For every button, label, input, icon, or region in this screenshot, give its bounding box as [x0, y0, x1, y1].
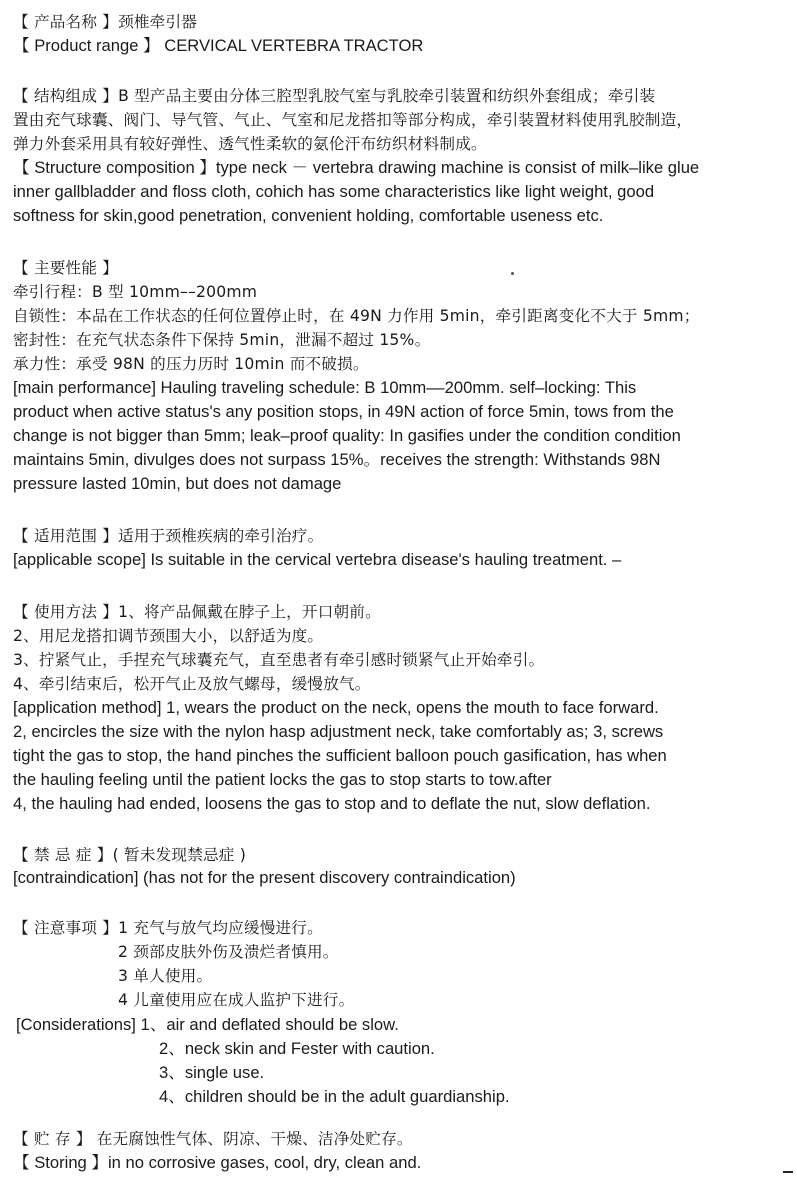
performance-en-line-5: pressure lasted 10min, but does not damage — [13, 474, 342, 493]
performance-en-line-4: maintains 5min, divulges does not surpass 15%。receives the strength: Withstands 98N — [13, 450, 661, 469]
method-en-line-4: the hauling feeling until the patient locks the gas to stop starts to tow.after — [13, 770, 552, 789]
considerations-cn-line-3: 3 单人使用。 — [118, 967, 213, 985]
considerations-en-line-4: 4、children should be in the adult guardianship. — [159, 1087, 510, 1106]
method-en-line-1: [application method] 1, wears the product on the neck, opens the mouth to face forward. — [13, 698, 659, 717]
performance-en-line-3: change is not bigger than 5mm; leak–proof quality: In gasifies under the condition condition — [13, 426, 681, 445]
performance-selflock-cn: 自锁性：本品在工作状态的任何位置停止时，在 49N 力作用 5min，牵引距离变化不大于 5mm； — [13, 307, 700, 325]
structure-cn-line-1: 【 结构组成 】B 型产品主要由分体三腔型乳胶气室与乳胶牵引装置和纺织外套组成；牵引装 — [13, 87, 656, 105]
considerations-cn-line-2: 2 颈部皮肤外伤及溃烂者慎用。 — [118, 943, 339, 961]
structure-en-line-1: 【 Structure composition 】type neck － vertebra drawing machine is consist of milk–like glue — [13, 158, 700, 177]
method-cn-line-1: 【 使用方法 】1、将产品佩戴在脖子上，开口朝前。 — [13, 603, 381, 621]
scope-en: [applicable scope] Is suitable in the cervical vertebra disease's hauling treatment. – — [13, 550, 622, 569]
method-en-line-2: 2, encircles the size with the nylon hasp adjustment neck, take comfortably as; 3, screws — [13, 722, 664, 741]
performance-en-line-1: [main performance] Hauling traveling schedule: B 10mm––200mm. self–locking: This — [13, 378, 637, 397]
performance-en-line-2: product when active status's any position stops, in 49N action of force 5min, tows from the — [13, 402, 674, 421]
performance-travel-cn: 牵引行程：B 型 10mm––200mm — [13, 283, 258, 301]
storage-en: 【 Storing 】in no corrosive gases, cool, dry, clean and. — [13, 1153, 422, 1172]
structure-en-line-2: inner gallbladder and floss cloth, cohich has some characteristics like light weight, good — [13, 182, 655, 201]
considerations-cn-line-1: 【 注意事项 】1 充气与放气均应缓慢进行。 — [13, 919, 323, 937]
product-name-cn: 【 产品名称 】颈椎牵引器 — [13, 13, 198, 31]
structure-cn-line-3: 弹力外套采用具有较好弹性、透气性柔软的氨伦汗布纺织材料制成。 — [13, 135, 487, 153]
contraindication-en: [contraindication] (has not for the present discovery contraindication) — [13, 868, 516, 887]
performance-load-cn: 承力性：承受 98N 的压力历时 10min 而不破损。 — [13, 355, 369, 373]
considerations-en-line-1: [Considerations] 1、air and deflated should be slow. — [16, 1015, 399, 1034]
structure-cn-line-2: 置由充气球囊、阀门、导气管、气止、气室和尼龙搭扣等部分构成，牵引装置材料使用乳胶制造， — [13, 111, 693, 129]
method-cn-line-2: 2、用尼龙搭扣调节颈围大小，以舒适为度。 — [13, 627, 324, 645]
method-cn-line-3: 3、拧紧气止，手捏充气球囊充气，直至患者有牵引感时锁紧气止开始牵引。 — [13, 651, 545, 669]
method-en-line-3: tight the gas to stop, the hand pinches the sufficient balloon pouch gasification, has when — [13, 746, 667, 765]
structure-en-line-3: softness for skin,good penetration, convenient holding, comfortable useness etc. — [13, 206, 604, 225]
considerations-en-line-3: 3、single use. — [159, 1063, 265, 1082]
scan-speck — [511, 272, 514, 275]
considerations-en-line-2: 2、neck skin and Fester with caution. — [159, 1039, 435, 1058]
storage-cn: 【 贮 存 】 在无腐蚀性气体、阴凉、干燥、洁净处贮存。 — [13, 1130, 413, 1148]
method-cn-line-4: 4、牵引结束后，松开气止及放气螺母，缓慢放气。 — [13, 675, 371, 693]
performance-seal-cn: 密封性：在充气状态条件下保持 5min，泄漏不超过 15%。 — [13, 331, 431, 349]
performance-heading-cn: 【 主要性能 】 — [13, 259, 119, 277]
considerations-cn-line-4: 4 儿童使用应在成人监护下进行。 — [118, 991, 355, 1009]
scope-cn: 【 适用范围 】适用于颈椎疾病的牵引治疗。 — [13, 527, 324, 545]
contraindication-cn: 【 禁 忌 症 】( 暂未发现禁忌症 ) — [13, 846, 247, 864]
corner-mark — [783, 1171, 793, 1173]
method-en-line-5: 4, the hauling had ended, loosens the gas to stop and to deflate the nut, slow deflation. — [13, 794, 651, 813]
product-name-en: 【 Product range 】 CERVICAL VERTEBRA TRACTOR — [13, 36, 424, 55]
